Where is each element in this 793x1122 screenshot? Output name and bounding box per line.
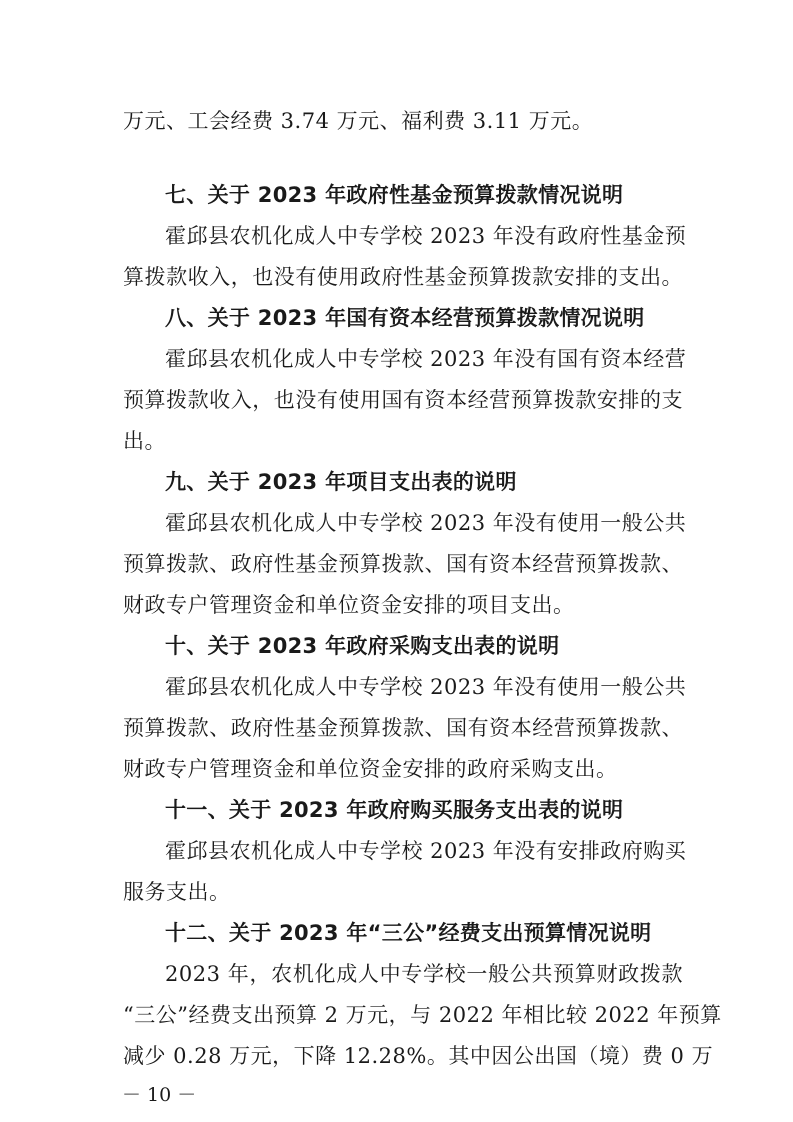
paragraph-line: 霍邱县农机化成人中专学校 2023 年没有使用一般公共 <box>165 511 687 535</box>
paragraph-line: 预算拨款收入，也没有使用国有资本经营预算拨款安排的支 <box>123 388 683 412</box>
section-heading-12: 十二、关于 2023 年“三公”经费支出预算情况说明 <box>165 921 652 945</box>
paragraph-line: 霍邱县农机化成人中专学校 2023 年没有政府性基金预 <box>165 224 687 248</box>
paragraph-line: 预算拨款、政府性基金预算拨款、国有资本经营预算拨款、 <box>123 716 683 740</box>
section-heading-8: 八、关于 2023 年国有资本经营预算拨款情况说明 <box>165 306 645 330</box>
paragraph-line: 出。 <box>123 429 166 453</box>
paragraph-line: 2023 年，农机化成人中专学校一般公共预算财政拨款 <box>165 962 683 986</box>
paragraph-line: 算拨款收入，也没有使用政府性基金预算拨款安排的支出。 <box>123 265 683 289</box>
paragraph-line: 霍邱县农机化成人中专学校 2023 年没有安排政府购买 <box>165 839 687 863</box>
paragraph-line: 霍邱县农机化成人中专学校 2023 年没有国有资本经营 <box>165 347 687 371</box>
paragraph-line: 霍邱县农机化成人中专学校 2023 年没有使用一般公共 <box>165 675 687 699</box>
section-heading-11: 十一、关于 2023 年政府购买服务支出表的说明 <box>165 798 624 822</box>
paragraph-line: 预算拨款、政府性基金预算拨款、国有资本经营预算拨款、 <box>123 552 683 576</box>
paragraph-line: “三公”经费支出预算 2 万元，与 2022 年相比较 2022 年预算 <box>123 1003 722 1027</box>
paragraph-line: 财政专户管理资金和单位资金安排的政府采购支出。 <box>123 757 618 781</box>
paragraph-line: 减少 0.28 万元，下降 12.28%。其中因公出国（境）费 0 万 <box>123 1044 714 1068</box>
paragraph-line: 服务支出。 <box>123 880 231 904</box>
section-heading-10: 十、关于 2023 年政府采购支出表的说明 <box>165 634 560 658</box>
paragraph-line: 万元、工会经费 3.74 万元、福利费 3.11 万元。 <box>123 109 594 133</box>
section-heading-7: 七、关于 2023 年政府性基金预算拨款情况说明 <box>165 183 624 207</box>
section-heading-9: 九、关于 2023 年项目支出表的说明 <box>165 470 517 494</box>
paragraph-line: 财政专户管理资金和单位资金安排的项目支出。 <box>123 593 575 617</box>
page-number: － 10 － <box>122 1084 197 1106</box>
